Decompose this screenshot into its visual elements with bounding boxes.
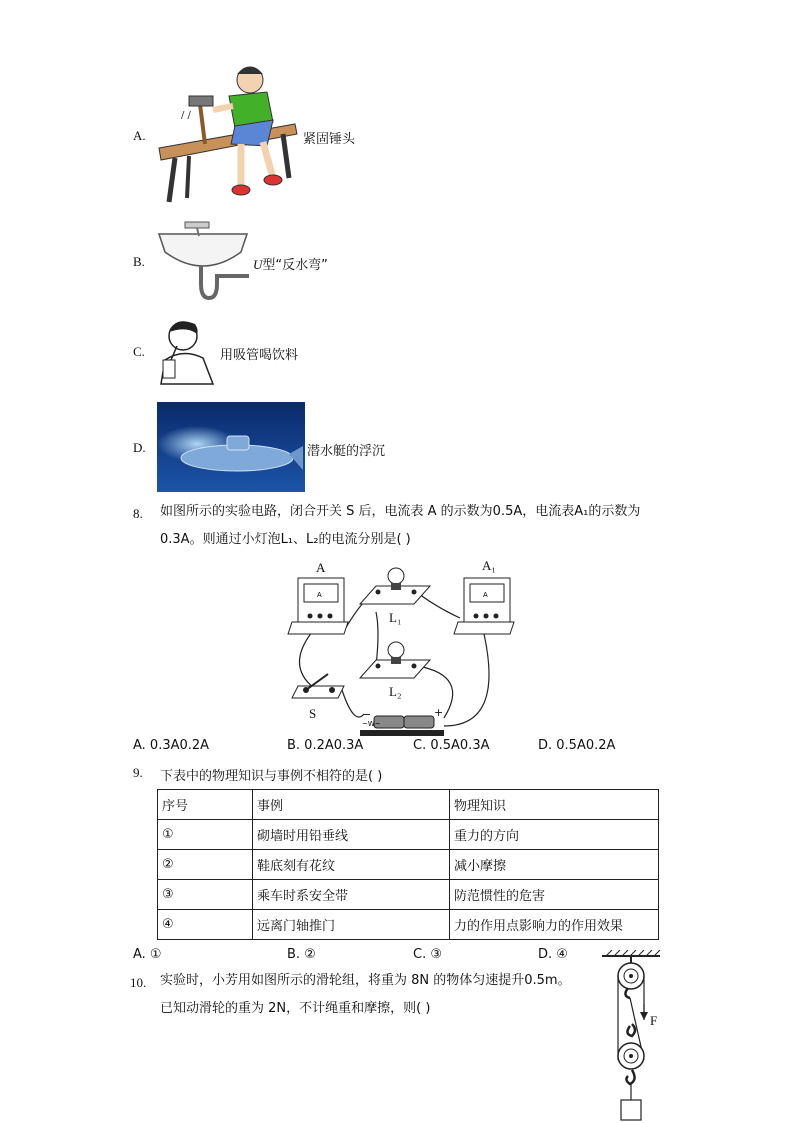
label-ammeter-a: A bbox=[316, 560, 326, 575]
option-d-letter: D. bbox=[133, 440, 146, 455]
table-row bbox=[158, 850, 659, 880]
table-cell: 减小摩擦 bbox=[450, 850, 659, 880]
table-cell: 防范惯性的危害 bbox=[450, 880, 659, 910]
option-c-caption: 用吸管喝饮料 bbox=[220, 348, 299, 363]
lamp-l2-icon bbox=[360, 642, 430, 678]
q8-choice-a[interactable]: A. 0.3A0.2A bbox=[133, 738, 210, 753]
table-cell: ② bbox=[158, 850, 253, 880]
pulley-system-icon bbox=[600, 950, 662, 1122]
table-cell: 乘车时系安全带 bbox=[253, 880, 450, 910]
option-a-letter: A. bbox=[133, 128, 146, 143]
q8-stem-line2: 0.3A。则通过小灯泡L₁、L₂的电流分别是( ) bbox=[160, 532, 411, 547]
svg-text:/ /: / / bbox=[181, 110, 191, 121]
label-lamp-l2: L₂ bbox=[389, 684, 402, 699]
option-d-caption: 潜水艇的浮沉 bbox=[307, 444, 386, 459]
switch-s-icon bbox=[292, 674, 344, 698]
label-lamp-l1: L₁ bbox=[389, 610, 402, 625]
q8-stem bbox=[160, 498, 680, 554]
q8-stem-line1: 如图所示的实验电路，闭合开关 S 后，电流表 A 的示数为0.5A，电流表A₁的示数为 bbox=[160, 504, 641, 519]
table-row bbox=[158, 880, 659, 910]
label-ammeter-a1: A₁ bbox=[482, 558, 496, 573]
weight-block bbox=[621, 1100, 641, 1120]
q8-choice-d[interactable]: D. 0.5A0.2A bbox=[538, 738, 616, 753]
table-cell: ③ bbox=[158, 880, 253, 910]
option-b-caption bbox=[253, 254, 328, 273]
table-header-cell: 物理知识 bbox=[450, 790, 659, 820]
table-cell: 砌墙时用铅垂线 bbox=[253, 820, 450, 850]
q9-choice-c[interactable]: C. ③ bbox=[413, 947, 442, 962]
table-cell: ① bbox=[158, 820, 253, 850]
table-cell: ④ bbox=[158, 910, 253, 940]
lamp-l1-icon bbox=[360, 568, 430, 604]
table-header-row bbox=[158, 790, 659, 820]
q9-choice-d[interactable]: D. ④ bbox=[538, 947, 568, 962]
knowledge-table bbox=[157, 789, 659, 940]
table-header-cell: 事例 bbox=[253, 790, 450, 820]
q9-stem: 下表中的物理知识与事例不相符的是( ) bbox=[160, 769, 383, 784]
option-b-caption-text: 型“反水弯” bbox=[262, 258, 328, 273]
sink-u-trap-icon bbox=[155, 218, 251, 306]
q9-number: 9. bbox=[133, 765, 143, 780]
table-row bbox=[158, 820, 659, 850]
option-c-letter: C. bbox=[133, 344, 145, 359]
label-battery-minus: − bbox=[362, 708, 372, 721]
q8-choice-b[interactable]: B. 0.2A0.3A bbox=[287, 738, 364, 753]
circuit-diagram bbox=[284, 556, 516, 738]
boy-drinking-straw-icon bbox=[155, 314, 217, 386]
submarine-icon bbox=[157, 402, 305, 492]
q10-stem-line1: 实验时，小芳用如图所示的滑轮组，将重为 8N 的物体匀速提升0.5m。 bbox=[160, 973, 571, 988]
q10-stem-line2: 已知动滑轮的重为 2N，不计绳重和摩擦，则( ) bbox=[160, 1001, 431, 1016]
q8-number: 8. bbox=[133, 506, 143, 521]
battery-icon bbox=[360, 716, 444, 736]
option-a-caption: 紧固锤头 bbox=[303, 132, 356, 147]
force-label-f: F bbox=[650, 1013, 658, 1028]
option-b-letter: B. bbox=[133, 254, 145, 269]
table-cell: 重力的方向 bbox=[450, 820, 659, 850]
q9-choice-a[interactable]: A. ① bbox=[133, 947, 162, 962]
ammeter-a1-icon bbox=[454, 578, 514, 634]
q8-choice-c[interactable]: C. 0.5A0.3A bbox=[413, 738, 490, 753]
q10-stem bbox=[160, 967, 600, 1023]
ammeter-a-icon bbox=[288, 578, 348, 634]
q10-number: 10. bbox=[130, 975, 147, 990]
svg-text:A: A bbox=[317, 592, 322, 599]
label-switch-s: S bbox=[309, 706, 317, 721]
svg-text:~W~: ~W~ bbox=[362, 720, 381, 728]
option-b-caption-italic-u: U bbox=[253, 257, 263, 272]
q9-choice-b[interactable]: B. ② bbox=[287, 947, 316, 962]
label-battery-plus: + bbox=[434, 706, 444, 719]
table-header-cell: 序号 bbox=[158, 790, 253, 820]
table-cell: 力的作用点影响力的作用效果 bbox=[450, 910, 659, 940]
svg-text:A: A bbox=[483, 592, 488, 599]
table-cell: 鞋底刻有花纹 bbox=[253, 850, 450, 880]
hammer-bench-icon bbox=[155, 62, 303, 204]
table-cell: 远离门轴推门 bbox=[253, 910, 450, 940]
table-row bbox=[158, 910, 659, 940]
